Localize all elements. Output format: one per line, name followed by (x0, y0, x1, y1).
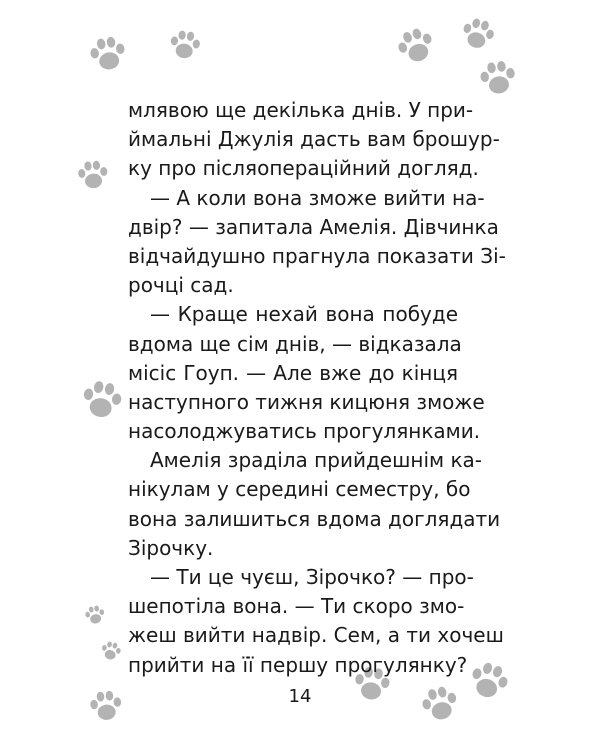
paw-icon (85, 31, 131, 77)
text-line: Зірочку. (128, 535, 214, 560)
text-line: Амелія зраділа прийдешнім ка- (150, 448, 483, 473)
text-line: ймальні Джулія дасть вам брошур- (128, 127, 500, 152)
text-line: вдома ще сім днів, — відказала (128, 331, 462, 356)
paw-icon (98, 638, 124, 664)
text-line: прийти на її першу прогулянку? (128, 652, 468, 677)
text-line: — Краще нехай вона побуде (150, 302, 458, 327)
text-line: наступного тижня кицюня зможе (128, 389, 485, 414)
text-line: вона залишиться вдома доглядати (128, 506, 501, 531)
text-line: — Ти це чуєш, Зірочко? — про- (150, 565, 474, 589)
text-line: рочці сад. (128, 273, 234, 298)
text-line: ку про післяопераційний догляд. (128, 156, 479, 181)
text-line: нікулам у середині семестру, бо (128, 477, 471, 502)
body-text (128, 96, 506, 680)
page-number: 14 (288, 686, 312, 707)
text-line: шепотіла вона. — Ти скоро змо- (128, 594, 465, 619)
paw-icon (390, 20, 441, 71)
text-line: млявою ще декілька днів. У при- (128, 98, 474, 122)
text-line: жеш вийти надвір. Сем, а ти хочеш (128, 623, 504, 648)
text-line: відчайдушно прагнула показати Зі- (128, 243, 506, 268)
paw-icon (77, 375, 128, 426)
paw-icon (475, 55, 520, 100)
text-line: — А коли вона зможе вийти на- (150, 185, 485, 210)
text-line: насолоджуватись прогулянками. (128, 419, 481, 444)
paw-icon (82, 602, 107, 627)
text-line: місіс Гоуп. — Але вже до кінця (128, 360, 458, 385)
paw-icon (456, 12, 500, 56)
paw-icon (166, 26, 204, 64)
paw-icon (75, 157, 112, 194)
text-line: двір? — запитала Амелія. Дівчинка (128, 214, 499, 239)
